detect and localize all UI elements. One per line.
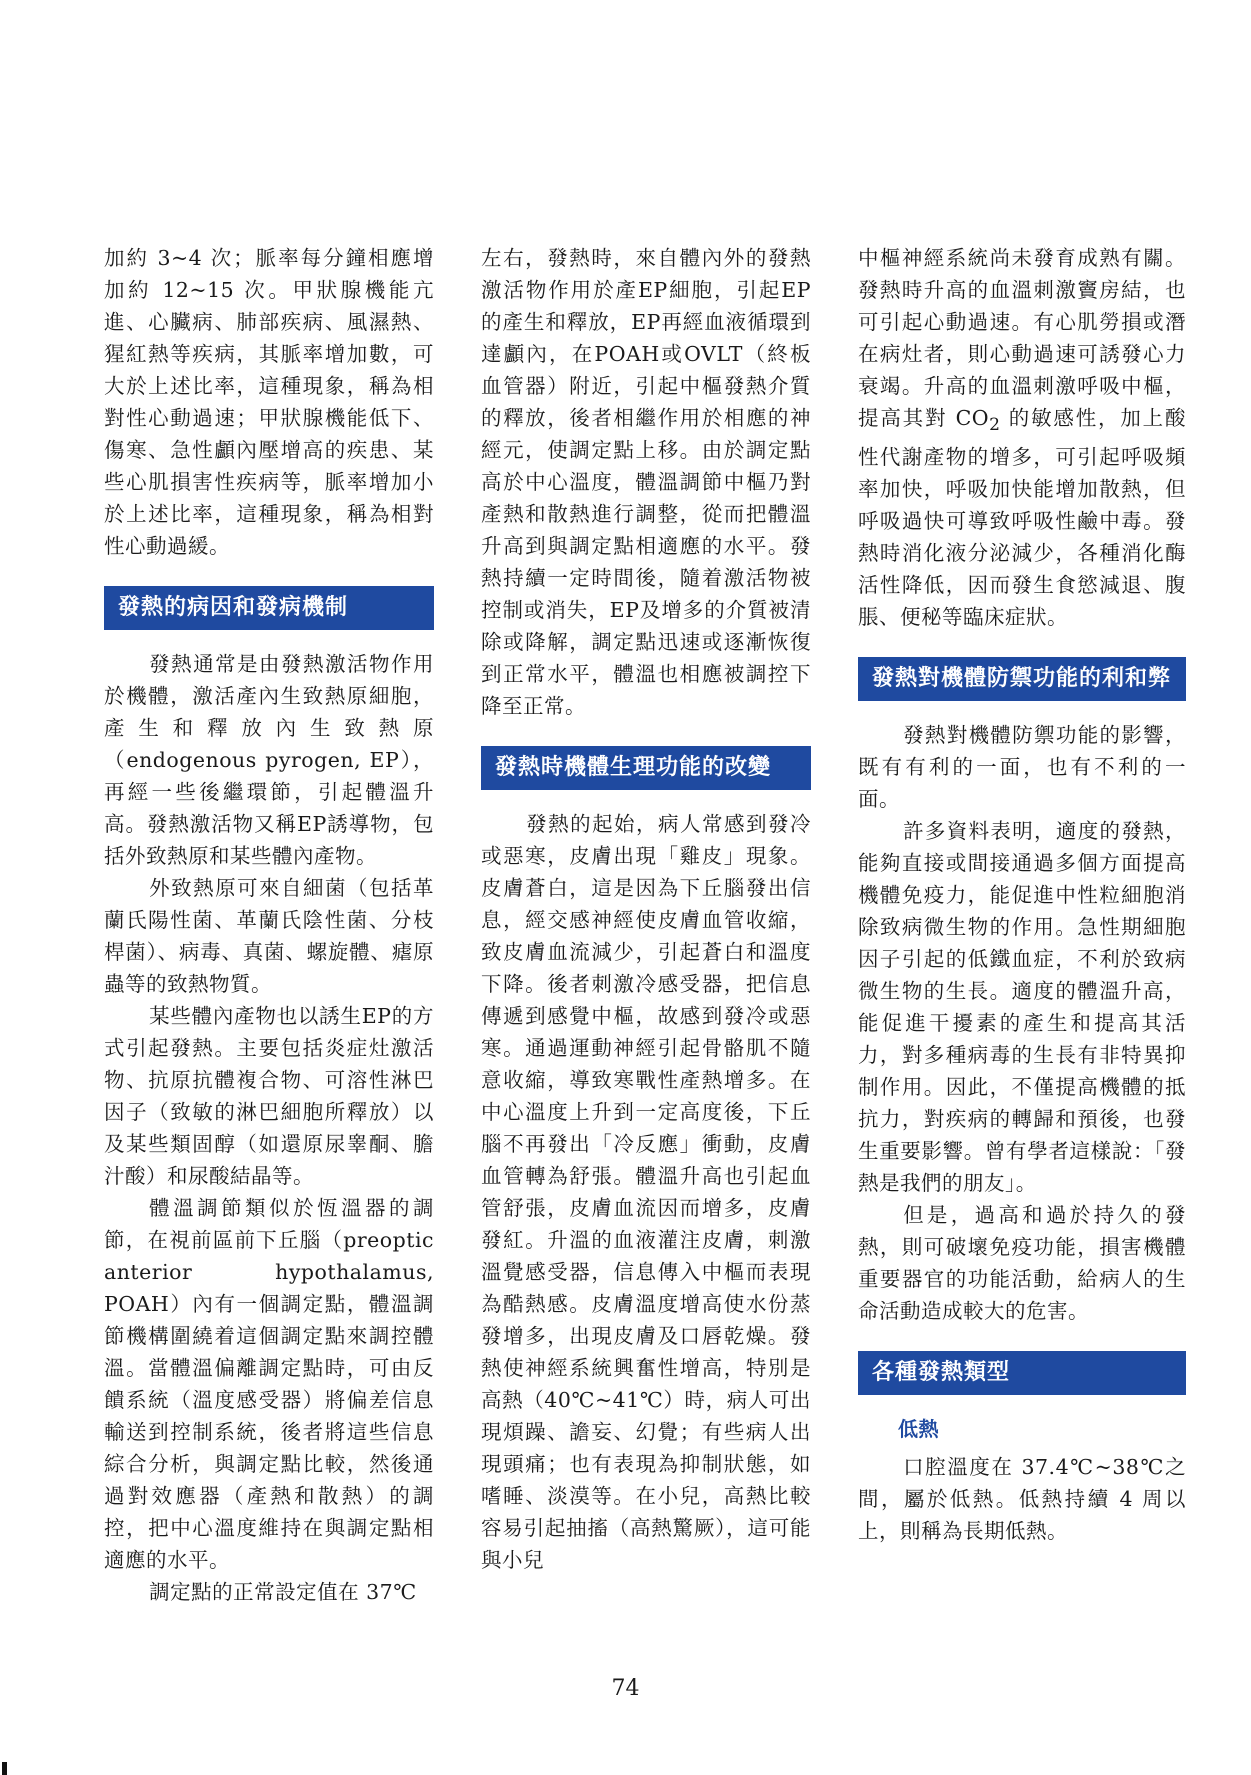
text-column-1: [104, 242, 434, 1608]
paragraph: [858, 242, 1186, 633]
section-heading: 各種發熱類型: [858, 1351, 1186, 1395]
section-heading: 發熱對機體防禦功能的利和弊: [858, 657, 1186, 701]
paragraph: 加約 3~4 次；脈率每分鐘相應增加約 12~15 次。甲狀腺機能亢進、心臟病、肺部疾病、風濕熱、猩紅熱等疾病，其脈率增加數，可大於上述比率，這種現象，稱為相對性心動過速；甲狀腺機能低下、傷寒、急性顱內壓增高的疾患、某些心肌損害性疾病等，脈率增加小於上述比率，這種現象，稱為相對性心動過緩。: [104, 246, 434, 558]
section-heading: 發熱時機體生理功能的改變: [481, 746, 811, 790]
paragraph: 但是，過高和過於持久的發熱，則可破壞免疫功能，損害機體重要器官的功能活動，給病人的生命活動造成較大的危害。: [858, 1203, 1186, 1324]
paragraph-text: 的敏感性，加上酸性代謝產物的增多，可引起呼吸頻率加快，呼吸加快能增加散熱，但呼吸過快可導致呼吸性鹼中毒。發熱時消化液分泌減少，各種消化酶活性降低，因而發生食慾減退、腹脹、便秘等臨床症狀。: [858, 406, 1186, 630]
paragraph: 許多資料表明，適度的發熱，能夠直接或間接通過多個方面提高機體免疫力，能促進中性粒細胞消除致病微生物的作用。急性期細胞因子引起的低鐵血症，不利於致病微生物的生長。適度的體溫升高，能促進干擾素的產生和提高其活力，對多種病毒的生長有非特異抑制作用。因此，不僅提高機體的抵抗力，對疾病的轉歸和預後，也發生重要影響。曾有學者這樣說：「發熱是我們的朋友」。: [858, 819, 1186, 1196]
paragraph: 調定點的正常設定值在 37℃: [149, 1580, 417, 1604]
section-heading: 發熱的病因和發病機制: [104, 586, 434, 630]
text-column-2: [481, 242, 811, 1576]
paragraph: 左右，發熱時，來自體內外的發熱激活物作用於產EP細胞，引起EP的產生和釋放，EP再經血液循環到達顱內，在POAH或OVLT（終板血管器）附近，引起中樞發熱介質的釋放，後者相繼作用於相應的神經元，使調定點上移。由於調定點高於中心溫度，體溫調節中樞乃對產熱和散熱進行調整，從而把體溫升高到與調定點相適應的水平。發熱持續一定時間後，隨着激活物被控制或消失，EP及增多的介質被清除或降解，調定點迅速或逐漸恢復到正常水平，體溫也相應被調控下降至正常。: [481, 246, 811, 718]
paragraph: 發熱通常是由發熱激活物作用於機體，激活產內生致熱原細胞，產生和釋放內生致熱原（endogenous pyrogen, EP），再經一些後繼環節，引起體溫升高。發熱激活物又稱EP誘導物，包括外致熱原和某些體內產物。: [104, 652, 434, 868]
text-column-3: [858, 242, 1186, 1547]
paragraph: 體溫調節類似於恆溫器的調節，在視前區前下丘腦（preoptic anterior hypothalamus, POAH）內有一個調定點，體溫調節機構圍繞着這個調定點來調控體溫。當體溫偏離調定點時，可由反饋系統（溫度感受器）將偏差信息輸送到控制系統，後者將這些信息綜合分析，與調定點比較，然後通過對效應器（產熱和散熱）的調控，把中心溫度維持在與調定點相適應的水平。: [104, 1196, 434, 1572]
paragraph: 發熱對機體防禦功能的影響，既有有利的一面，也有不利的一面。: [858, 723, 1186, 812]
paragraph-text: 中樞神經系統尚未發育成熟有關。發熱時升高的血溫刺激竇房結，也可引起心動過速。有心肌勞損或潛在病灶者，則心動過速可誘發心力衰竭。升高的血溫刺激呼吸中樞，提高其對 CO: [858, 246, 1186, 430]
scan-mark: [2, 1762, 7, 1775]
subscript: 2: [989, 415, 1001, 436]
paragraph: 口腔溫度在 37.4℃~38℃之間，屬於低熱。低熱持續 4 周以上，則稱為長期低熱。: [858, 1455, 1186, 1544]
paragraph: 外致熱原可來自細菌（包括革蘭氏陽性菌、革蘭氏陰性菌、分枝桿菌）、病毒、真菌、螺旋體、瘧原蟲等的致熱物質。: [104, 876, 434, 996]
subsection-heading: 低熱: [898, 1417, 939, 1442]
page-number: 74: [611, 1676, 640, 1701]
paragraph: 發熱的起始，病人常感到發冷或惡寒，皮膚出現「雞皮」現象。皮膚蒼白，這是因為下丘腦發出信息，經交感神經使皮膚血管收縮，致皮膚血流減少，引起蒼白和溫度下降。後者刺激冷感受器，把信息傳遞到感覺中樞，故感到發冷或惡寒。通過運動神經引起骨骼肌不隨意收縮，導致寒戰性產熱增多。在中心溫度上升到一定高度後，下丘腦不再發出「冷反應」衝動，皮膚血管轉為舒張。體溫升高也引起血管舒張，皮膚血流因而增多，皮膚發紅。升溫的血液灌注皮膚，刺激溫覺感受器，信息傳入中樞而表現為酷熱感。皮膚溫度增高使水份蒸發增多，出現皮膚及口唇乾燥。發熱使神經系統興奮性增高，特別是高熱（40℃~41℃）時，病人可出現煩躁、譫妄、幻覺；有些病人出現頭痛；也有表現為抑制狀態，如嗜睡、淡漠等。在小兒，高熱比較容易引起抽搐（高熱驚厥），這可能與小兒: [481, 812, 811, 1572]
paragraph: 某些體內產物也以誘生EP的方式引起發熱。主要包括炎症灶激活物、抗原抗體複合物、可溶性淋巴因子（致敏的淋巴細胞所釋放）以及某些類固醇（如還原尿睾酮、膽汁酸）和尿酸結晶等。: [104, 1004, 434, 1188]
